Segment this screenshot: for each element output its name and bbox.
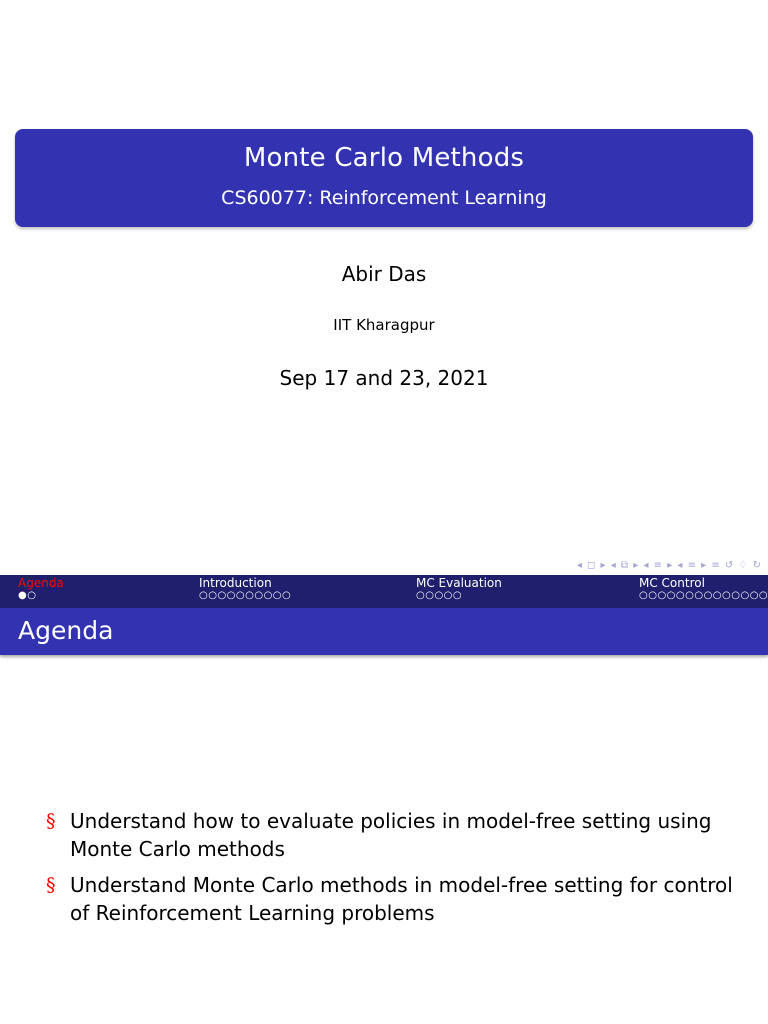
nav-section-mc-control[interactable]	[639, 576, 768, 602]
section-sign-icon: §	[46, 810, 56, 832]
institute-name: IIT Kharagpur	[333, 316, 435, 334]
nav-section-introduction[interactable]	[199, 576, 291, 602]
title-box	[15, 129, 753, 227]
frame-title-bar	[0, 608, 768, 655]
nav-section-label: Introduction	[199, 576, 272, 590]
presentation-date: Sep 17 and 23, 2021	[279, 366, 489, 390]
nav-section-dots[interactable]: ●○	[18, 590, 37, 601]
agenda-slide	[0, 575, 768, 1024]
author-name: Abir Das	[341, 262, 427, 286]
beamer-navigation-icons[interactable]: ◂ ◻ ▸ ◂ ⧉ ▸ ◂ ≡ ▸ ◂ ≡ ▸ ≡ ↺ ♢ ↻	[576, 560, 762, 571]
list-item	[0, 871, 768, 927]
nav-section-agenda[interactable]	[18, 576, 64, 602]
presentation-subtitle: CS60077: Reinforcement Learning	[221, 187, 547, 209]
section-navigation-bar	[0, 575, 768, 608]
nav-section-label: MC Evaluation	[416, 576, 502, 590]
nav-section-dots[interactable]: ○○○○○○○○○○○○○○	[639, 590, 768, 601]
bullet-text: Understand Monte Carlo methods in model-free setting for control of Reinforcement Learning problems	[70, 873, 733, 925]
nav-section-label: MC Control	[639, 576, 705, 590]
nav-section-dots[interactable]: ○○○○○○○○○○	[199, 590, 292, 601]
nav-section-mc-evaluation[interactable]	[416, 576, 502, 602]
presentation-title: Monte Carlo Methods	[243, 143, 525, 173]
list-item	[0, 807, 768, 863]
bullet-text: Understand how to evaluate policies in model-free setting using Monte Carlo methods	[70, 809, 712, 861]
frame-title: Agenda	[18, 616, 114, 645]
agenda-bullet-list	[0, 807, 768, 935]
nav-section-label: Agenda	[18, 576, 64, 590]
nav-section-dots[interactable]: ○○○○○	[416, 590, 463, 601]
section-sign-icon: §	[46, 874, 56, 896]
